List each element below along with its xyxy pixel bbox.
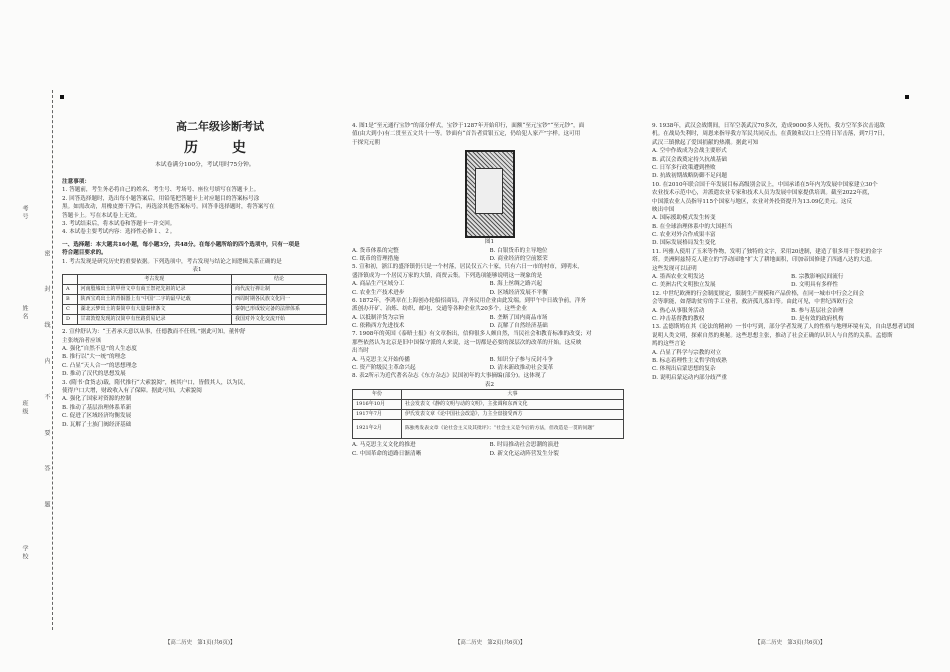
option: B. 推行以“大一统”的理念 (62, 354, 126, 361)
option: C. 凸显“天人合一”的思想理念 (62, 362, 137, 369)
question-2: 2. 宣仲舒认为：“王者承天意以从事，任德教而不任刑。”据此可知，董仲舒 (62, 329, 246, 336)
option: D. 瓦解了士族门阀经济基础 (62, 421, 132, 428)
option: C. 冲击基督教的教权 (652, 315, 705, 322)
question-3: 3. (隋书·食货志)载，隋代推行“大索貌阅”，核其户口，皆假其人，以为民， (62, 379, 249, 386)
question-11: 11. 玛雅人使用了玉米等作物，发明了独特的文字，采用20进制，建造了很多用于祭祀的金字 (652, 248, 883, 255)
table-row (353, 420, 624, 439)
question-4-b: 值(由大到小)有二贯至五文共十一等。钞面有“首告者赏银五定，仍给犯人家产”字样。这可用 (352, 131, 581, 138)
table-2 (352, 389, 624, 439)
table-row (63, 285, 327, 295)
table-header-cell: 考古发现 (77, 275, 231, 285)
table-1-title: 表1 (192, 266, 202, 273)
option: A. 凸显了科学与宗教的对立 (652, 349, 722, 356)
question-10: 10. 在2010年联合国千年发展目标高级别会议上，中国承诺在5年内为发展中国家建立30个 (652, 181, 878, 188)
option: B. 宗教影响民间流行 (791, 274, 844, 281)
table-cell: B (63, 295, 78, 305)
column-2 (352, 122, 627, 458)
option: B. 时局推动社会思潮的演进 (489, 442, 559, 449)
question-8: 8. 表2所示为近代著名杂志《东方杂志》民国初年的大事摘编(部分)。这体现了 (352, 373, 547, 380)
question-13: 13. 孟德斯鸠在其《论法的精神》一书中写到，部分学者发现了人的性格与地理环境有关，自由思想者试图 (652, 324, 915, 331)
option: C. 农业生产技术进步 (352, 289, 405, 296)
question-7-c: 出当时 (352, 348, 369, 355)
question-7-b: 那些依然认为北京是旧中国保守派的人来说，这一切都是必要的深层次的改革的开始。这反映 (352, 339, 582, 346)
page-footer-2: 【高二历史 第2页(共6页)】 (455, 640, 526, 646)
option: A. 以抵制洋货为宗旨 (352, 314, 405, 321)
binding-dashed-line (52, 90, 53, 630)
registration-mark (60, 95, 64, 99)
table-cell: D (63, 315, 78, 325)
column-1 (62, 178, 332, 429)
note-line: 1. 答题前，考生务必将自己的姓名、考生号、考场号、座位号填写在答题卡上。 (62, 187, 260, 194)
option: A. 商品生产区域分工 (352, 281, 405, 288)
option: A. 马克思主义开始传播 (352, 356, 410, 363)
question-12: 12. 中世纪欧洲的行会制度规定，限制生产规模和产品价格，在同一城市中行会之间会 (652, 290, 865, 297)
option: A. 马克思主义文化的推进 (352, 442, 416, 449)
note-line: 3. 考试结束后，将本试卷和答题卡一并交回。 (62, 220, 176, 227)
option: D. 说明启蒙运动内部分歧严重 (652, 374, 727, 381)
table-cell: 1917年7月 (353, 410, 402, 420)
question-6-b: 派创办开矿、冶炼、纺织、邮电、交通等各种企业共20多个。这些企业 (352, 306, 527, 313)
table-2-title: 表2 (484, 381, 495, 388)
table-cell: C (63, 305, 78, 315)
option: C. 体现出启蒙思想的复杂 (652, 366, 716, 373)
note-line: 2. 回答选择题时，选出每小题答案后，用铅笔把答题卡上对应题目的答案标号涂 (62, 195, 260, 202)
figure-1-caption: 图1 (484, 239, 495, 246)
option: D. 抗战初期战略防御不足问题 (652, 173, 727, 180)
options-q7 (352, 356, 627, 373)
question-11-b: 塔。美洲阿兹特克人建立的“浮动园地”扩大了耕地面积，印加帝国修建了四通八达的大道。 (652, 257, 876, 264)
option: D. 区域经济发展不平衡 (489, 289, 548, 296)
table-header-row (353, 390, 624, 400)
table-1 (62, 274, 327, 325)
option: D. 瓦解了自然经济基础 (489, 323, 548, 330)
table-header-cell: 大事 (402, 390, 624, 400)
option: D. 商业经济的空前繁荣 (489, 255, 548, 262)
exam-title: 高二年级诊断考试 (176, 120, 264, 133)
options-q11 (652, 273, 930, 290)
table-cell: 我国对外文化交流开始 (231, 315, 326, 325)
question-5: 5. 宣和初，浙江的盛泽镇仍只是一个村落，居民仅五六十家，只有六日一市的村市，到明末， (352, 264, 583, 271)
table-cell: 河南殷墟出土的甲骨文中有商王祭祀先祖的记录 (77, 285, 231, 295)
question-9-b: 机。在战局失利时，周恩来指导我方军民共同反击，在黄陂和汉口上空将日军击落，到7月7日， (652, 131, 889, 138)
table-header-cell (63, 275, 78, 285)
table-row (353, 400, 624, 410)
options-q8 (352, 441, 627, 458)
table-cell: 商代流行禅让制 (231, 285, 326, 295)
section-1-heading-2: 符合题目要求的。 (62, 250, 107, 257)
question-13-c: 鸠的这些言论 (652, 341, 686, 348)
option: C. 促进了区域经济均衡发展 (62, 413, 132, 420)
question-6: 6. 1872年，李鸿章在上海创办轮船招商局，洋务民用企业由此发端。到甲午中日战争前，洋务 (352, 297, 586, 304)
option: B. 武汉会战奠定持久抗战基础 (652, 156, 727, 163)
table-row (63, 315, 327, 325)
registration-mark (905, 95, 909, 99)
question-2-b: 主张统治者应该 (62, 337, 102, 344)
question-4: 4. 图1是“至元通行宝钞”的部分样式，宝钞于1287年开始印行，面额“至元宝钞”“至元钞”，面 (352, 123, 585, 129)
option: B. 推动了基层治理体系革新 (62, 404, 132, 411)
option: B. 标志着理性主义哲学的成熟 (652, 357, 727, 364)
table-cell: 陈独秀发表文章《论社会主义及其批评》；“社会主义是今后的方法，但改造是一贯的问题” (402, 420, 624, 439)
option: D. 推动了汉代的思想发展 (62, 371, 126, 378)
question-12-b: 会等职能，如帮助贫穷的手工业者，救济孤儿寡妇等。由此可见，中世纪西欧行会 (652, 299, 854, 306)
option: D. 文明具有多样性 (791, 282, 838, 289)
options-q6 (352, 314, 627, 331)
option: B. 海上丝绸之路兴起 (489, 281, 542, 288)
question-9-c: 武汉三镇掀起了爱国捐献的热潮。据此可知 (652, 139, 759, 146)
table-cell: 陕西宝鸡出土的青铜器上有“中国”二字的最早记载 (77, 295, 231, 305)
field-school: 学校 (21, 545, 28, 561)
note-line: 黑。如需改动，用橡皮擦干净后，再选涂其他答案标号。回答非选择题时，将答案写在 (62, 204, 275, 211)
option: D. 国际发展格局发生变化 (652, 240, 716, 247)
option: C. 美洲古代文明独立发展 (652, 282, 716, 289)
option: A. 强化了国家对资源的控制 (62, 396, 132, 403)
option: A. 国际援助模式发生转变 (652, 215, 716, 222)
question-3-b: 使得户口大增，财政收入有了保障。据此可知，大索貌阅 (62, 388, 202, 395)
question-5-b: 盛泽镇成为一个居民万家的大镇，商贾云集。下列选项能够说明这一现象的是 (352, 272, 543, 279)
question-10-d: 映出中国 (652, 206, 675, 213)
option: C. 日军多行政策遭到挫败 (652, 164, 716, 171)
field-kaohao: 考号 (21, 205, 28, 221)
banknote-center-panel (475, 168, 503, 214)
table-cell: A (63, 285, 78, 295)
option: A. 热心从事服务活动 (652, 307, 705, 314)
field-name: 姓名 (21, 305, 28, 321)
column-3 (652, 122, 930, 382)
table-cell: 伊氏发表文章《论中国社会改造》，力主全盘接受西方 (402, 410, 624, 420)
table-cell: 1916年10月 (353, 400, 402, 410)
note-line: 4. 本试卷主要考试内容：选择性必修１、２。 (62, 229, 176, 236)
option: B. 白银货币的主导地位 (489, 247, 548, 254)
table-row (63, 305, 327, 315)
question-13-b: 说明人类文明，探索自然的奥秘。这些思想主张，推动了社会正确的认识人与自然的关系。孟德斯 (652, 332, 893, 339)
question-10-b: 农业技术示范中心，并派遣农业专家和技术人员为发展中国家提供培训。截至2022年底， (652, 190, 874, 197)
field-class: 班级 (21, 400, 28, 416)
table-header-cell: 结论 (231, 275, 326, 285)
table-row (63, 295, 327, 305)
options-q5 (352, 280, 627, 297)
question-10-c: 中国派农业人员指导115个国家与地区，农业对外投资提升为13.09亿美元。这反 (652, 198, 853, 205)
option: A. 货币体系的完整 (352, 247, 399, 254)
question-1: 1. 考古发现是研究历史的重要依据。下列选项中，考古发现与结论之间逻辑关系正确的是 (62, 258, 282, 265)
option: A. 墨西农业文明发达 (652, 274, 705, 281)
question-9: 9. 1938年，武汉会战期间，日军空袭武汉70多次，造成9000多人死伤，我方空军多次击退敌 (652, 123, 885, 129)
option: A. 强化“自然不息”的人生态度 (62, 346, 137, 353)
table-cell: 1921年2月 (353, 420, 402, 439)
option: C. 农业对外合作成果丰富 (652, 232, 716, 239)
table-cell: 甘肃敦煌发现的汉简中有丝路贸易记录 (77, 315, 231, 325)
option: C. 依赖西方先进技术 (352, 323, 405, 330)
option: B. 参与基层社会治理 (791, 307, 844, 314)
options-q4 (352, 247, 627, 264)
option: D. 新文化运动阵营发生分裂 (489, 450, 559, 457)
seal-line-text: 密 封 线 内 不 要 答 题 (43, 250, 50, 522)
option: C. 资产阶级民主革命兴起 (352, 365, 416, 372)
option: C. 中国革命的道路日渐清晰 (352, 450, 422, 457)
option: B. 垄断了国内商品市场 (489, 314, 548, 321)
question-11-c: 这些发现可以证明 (652, 265, 697, 272)
note-line: 答题卡上。写在本试卷上无效。 (62, 212, 141, 219)
option: D. 是有效的政府机构 (791, 315, 844, 322)
page-footer-3: 【高二历史 第3页(共6页)】 (755, 640, 826, 646)
option: B. 在全球治理体系中的大国担当 (652, 223, 733, 230)
table-cell: 湖北云梦出土的秦简中有大量秦律条文 (77, 305, 231, 315)
section-1-heading: 一、选择题：本大题共16小题，每小题3分，共48分。在每小题所给的四个选项中，只有一项是 (62, 241, 300, 248)
option: B. 知识分子参与反封斗争 (489, 356, 554, 363)
page-footer-1: 【高二历史 第1页(共6页)】 (165, 640, 236, 646)
option: A. 空中作战成为会战主要形式 (652, 148, 727, 155)
question-7: 7. 1908年的英国《泰晤士报》有文章指出，信仰很多人颇自然，当民社会和教育标准的改变；对 (352, 331, 592, 338)
question-4-c: 于探究元朝 (352, 139, 380, 146)
table-header-cell: 年份 (353, 390, 402, 400)
table-header-row (63, 275, 327, 285)
banknote-figure (465, 150, 515, 238)
table-cell: 秦朝已形成较完备的法律体系 (231, 305, 326, 315)
option: C. 纸币的管理措施 (352, 255, 399, 262)
exam-meta: 本试卷满分100分，考试用时75分钟。 (155, 162, 255, 168)
options-q12 (652, 307, 930, 324)
option: D. 清末新政推动社会变革 (489, 365, 554, 372)
table-cell: 西周时期各民族文化同一 (231, 295, 326, 305)
table-row (353, 410, 624, 420)
notes-heading: 注意事项： (62, 179, 90, 185)
table-cell: 社会发表文《静的文明与动的文明》，主张调和东西文化 (402, 400, 624, 410)
subject-title: 历 史 (184, 140, 256, 156)
